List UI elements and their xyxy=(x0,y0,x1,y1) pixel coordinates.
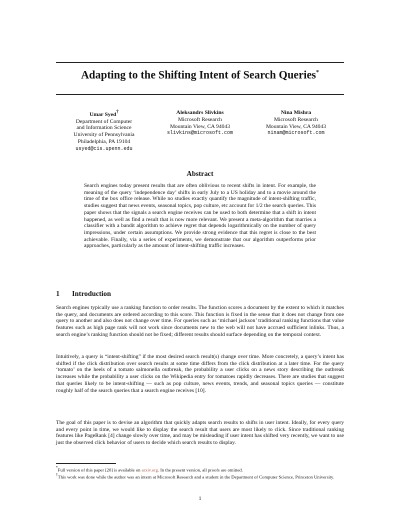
paper-title-text: Adapting to the Shifting Intent of Search Queries xyxy=(80,69,317,82)
paper-title xyxy=(56,66,344,83)
section-title: Introduction xyxy=(72,290,112,298)
page-number: 1 xyxy=(198,496,202,502)
footnote-1: *Full version of this paper [20] is available on arxiv.org. In the present version, all proofs are omitted. xyxy=(56,466,243,473)
affiliation-line: Mountain View, CA 94043 xyxy=(169,123,231,130)
author-slivkins xyxy=(152,110,248,137)
title-footnote-mark: * xyxy=(316,70,320,76)
author-email: ninam@microsoft.com xyxy=(267,130,325,137)
author-name: Umar Syed† xyxy=(89,110,119,118)
affiliation-line: Microsoft Research xyxy=(178,116,222,123)
title-rule-bottom xyxy=(56,94,344,95)
footnote-2: †This work was done while the author was an intern at Microsoft Research and a student in the Department of Computer Science, Princeton University. xyxy=(56,473,335,480)
author-name: Nina Mishra xyxy=(280,110,312,116)
intro-paragraph-1: Search engines typically use a ranking function to order results. The function scores a document by the extent to which it matches the query, and documents are ordered according to this score. This function is fixed in the sense that it does not change from one query to another and also does not change over time. For queries such as ‘michael jackson’ traditional ranking functions that value features such as high page rank will not work since documents new to the web will not have accrued sufficient inlinks. Thus, a search engine’s ranking function should not be fixed; different results should surface depending on the temporal context. xyxy=(56,305,344,338)
affiliation-line: University of Pennsylvania xyxy=(73,132,135,139)
author-block xyxy=(56,110,344,166)
intro-paragraph-3: The goal of this paper is to devise an algorithm that quickly adapts search results to shifts in user intent. Ideally, for every query and every point in time, we would like to display the search result that users are most likely to click. Since traditional ranking features like PageRank [4] change slowly over time, and may be misleading if user intent has shifted very recently, we want to use just the observed click behavior of users to decide which search results to display. xyxy=(56,420,344,447)
title-rule-top xyxy=(56,62,344,63)
affiliation-line: and Information Science xyxy=(76,125,132,132)
footnote-rule xyxy=(56,463,116,464)
author-email: usyed@cis.upenn.edu xyxy=(75,145,133,152)
section-heading-introduction xyxy=(56,290,344,299)
intro-paragraph-2: Intuitively, a query is “intent-shifting” if the most desired search result(s) change over time. More concretely, a query’s intent has shifted if the click distribution over search results at some time differs from the click distribution at a later time. For the query ‘tomato’ on the heels of a tomato salmonella outbreak, the probability a user clicks on a news story describing the outbreak increases while the probability a user clicks on the Wikipedia entry for tomatoes rapidly decreases. There are studies that suggest that queries likely to be intent-shifting — such as pop culture, news events, trends, and seasonal topics queries — constitute roughly half of the search queries that a search engine receives [10]. xyxy=(56,354,344,394)
author-email: slivkins@microsoft.com xyxy=(166,130,233,137)
affiliation-line: Department of Computer xyxy=(75,118,133,125)
abstract-heading: Abstract xyxy=(186,170,214,178)
abstract-text: Search engines today present results that are often oblivious to recent shifts in intent. For example, the meaning of the query ‘independence day’ shifts in early July to a US holiday and to a movie around the time of the box office release. While no studies exactly quantify the magnitude of intent-shifting traffic, studies suggest that news events, seasonal topics, pop culture, etc account for 1/2 the search queries. This paper shows that the signals a search engine receives can be used to both determine that a shift in intent happened, as well as find a result that is now more relevant. We present a meta-algorithm that marries a classifier with a bandit algorithm to achieve regret that depends logarithmically on the number of query impressions, under certain assumptions. We provide strong evidence that this regret is close to the best achievable. Finally, via a series of experiments, we demonstrate that our algorithm outperforms prior approaches, particularly as the amount of intent-shifting traffic increases. xyxy=(84,183,316,250)
arxiv-link[interactable]: arxiv.org xyxy=(141,467,158,473)
author-syed xyxy=(56,110,152,153)
footnotes xyxy=(56,466,344,480)
author-mishra xyxy=(248,110,344,137)
affiliation-line: Mountain View, CA 94043 xyxy=(265,123,327,130)
affiliation-line: Microsoft Research xyxy=(274,116,318,123)
author-name: Aleksandrs Slivkins xyxy=(176,110,224,116)
affiliation-line: Philadelphia, PA 19104 xyxy=(77,139,131,146)
section-number: 1 xyxy=(56,290,60,298)
